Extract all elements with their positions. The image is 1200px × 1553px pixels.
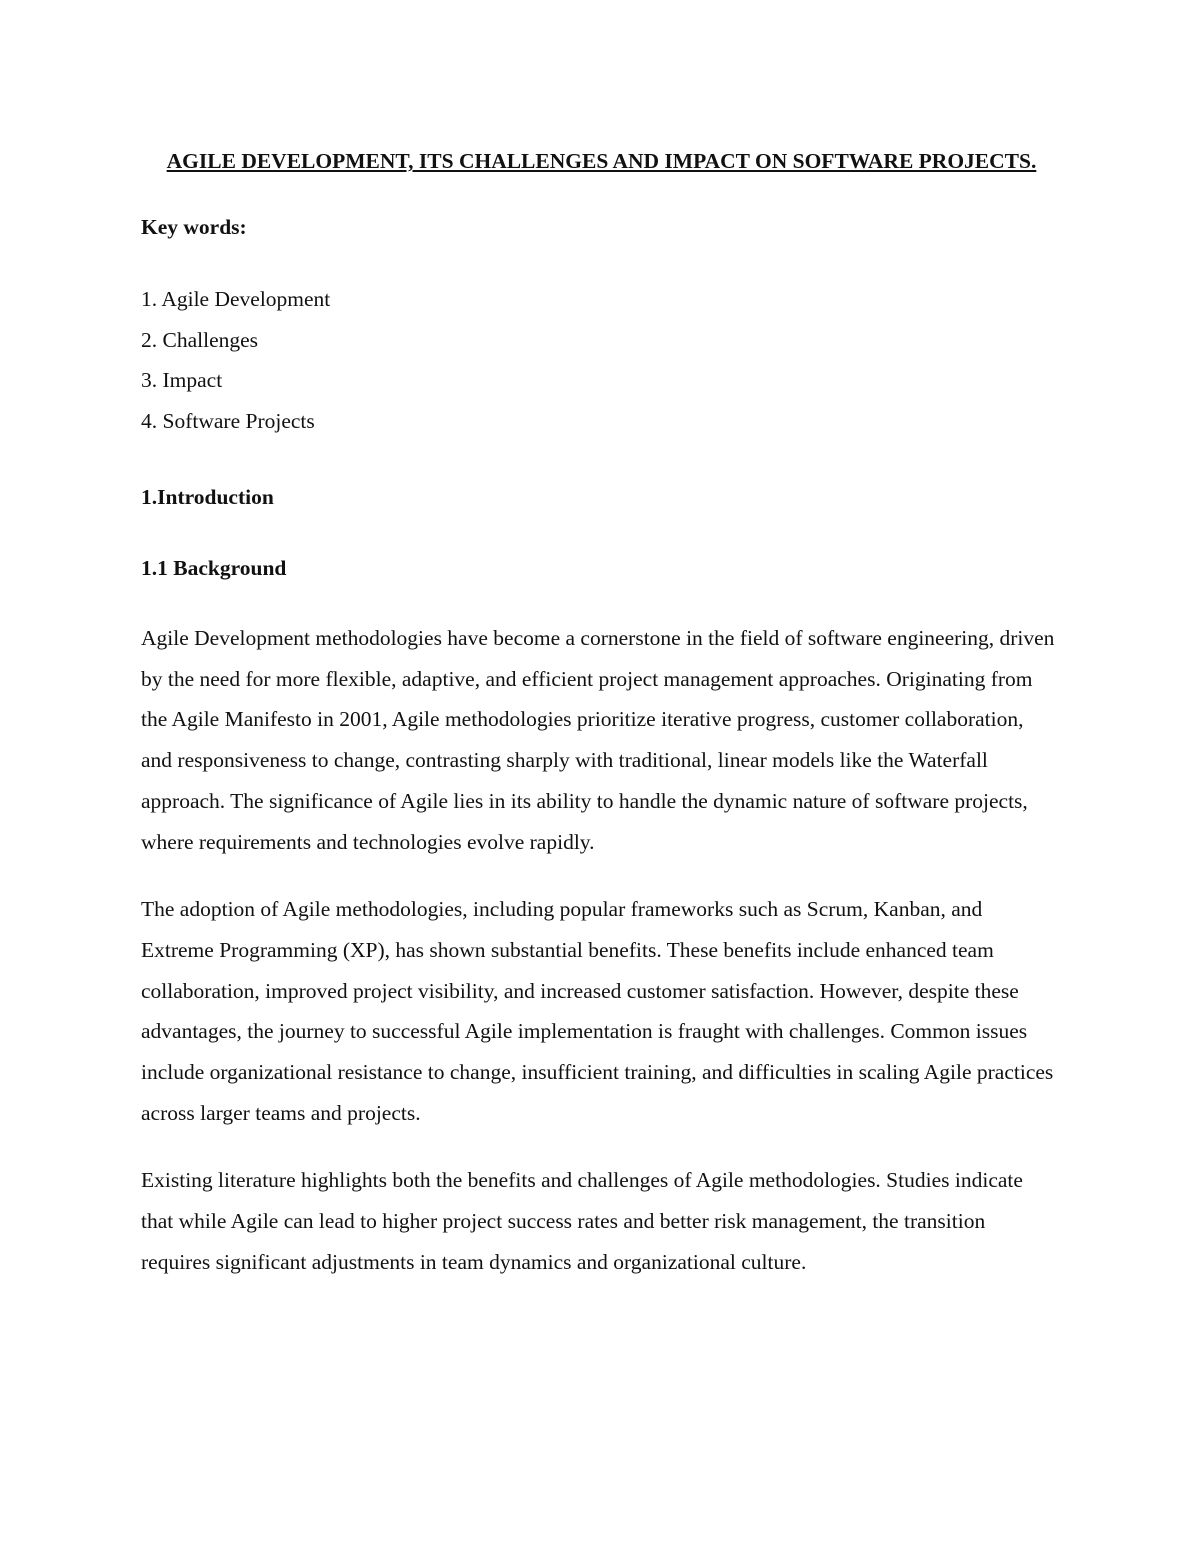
keywords-list <box>141 279 1056 441</box>
keyword-item: 1. Agile Development <box>141 287 331 311</box>
document-body <box>141 139 1056 1283</box>
keyword-item: 4. Software Projects <box>141 408 315 433</box>
section-heading-background: 1.1 Background <box>141 556 287 580</box>
body-paragraph: Existing literature highlights both the benefits and challenges of Agile methodologies. Studies indicate that while Agile can lead to higher project success rates and better risk management, the transition requires significant adjustments in team dynamics and organizational culture. <box>141 1168 1023 1274</box>
document-title: AGILE DEVELOPMENT, ITS CHALLENGES AND IMPACT ON SOFTWARE PROJECTS. <box>166 149 1037 173</box>
section-heading-introduction: 1.Introduction <box>141 485 274 509</box>
keyword-item: 3. Impact <box>141 368 223 392</box>
body-paragraph: Agile Development methodologies have become a cornerstone in the field of software engineering, driven by the need for more flexible, adaptive, and efficient project management approaches. Originating from the Agile Manifesto in 2001, Agile methodologies prioritize iterative progress, customer collaboration, and responsiveness to change, contrasting sharply with traditional, linear models like the Waterfall approach. The significance of Agile lies in its ability to handle the dynamic nature of software projects, where requirements and technologies evolve rapidly. <box>141 626 1055 854</box>
keyword-item: 2. Challenges <box>141 327 259 352</box>
keywords-heading: Key words: <box>141 215 247 239</box>
body-paragraph: The adoption of Agile methodologies, including popular frameworks such as Scrum, Kanban, and Extreme Programming (XP), has shown substantial benefits. These benefits include enhanced team collaboration, improved project visibility, and increased customer satisfaction. However, despite these advantages, the journey to successful Agile implementation is fraught with challenges. Common issues include organizational resistance to change, insufficient training, and difficulties in scaling Agile practices across larger teams and projects. <box>141 897 1054 1125</box>
